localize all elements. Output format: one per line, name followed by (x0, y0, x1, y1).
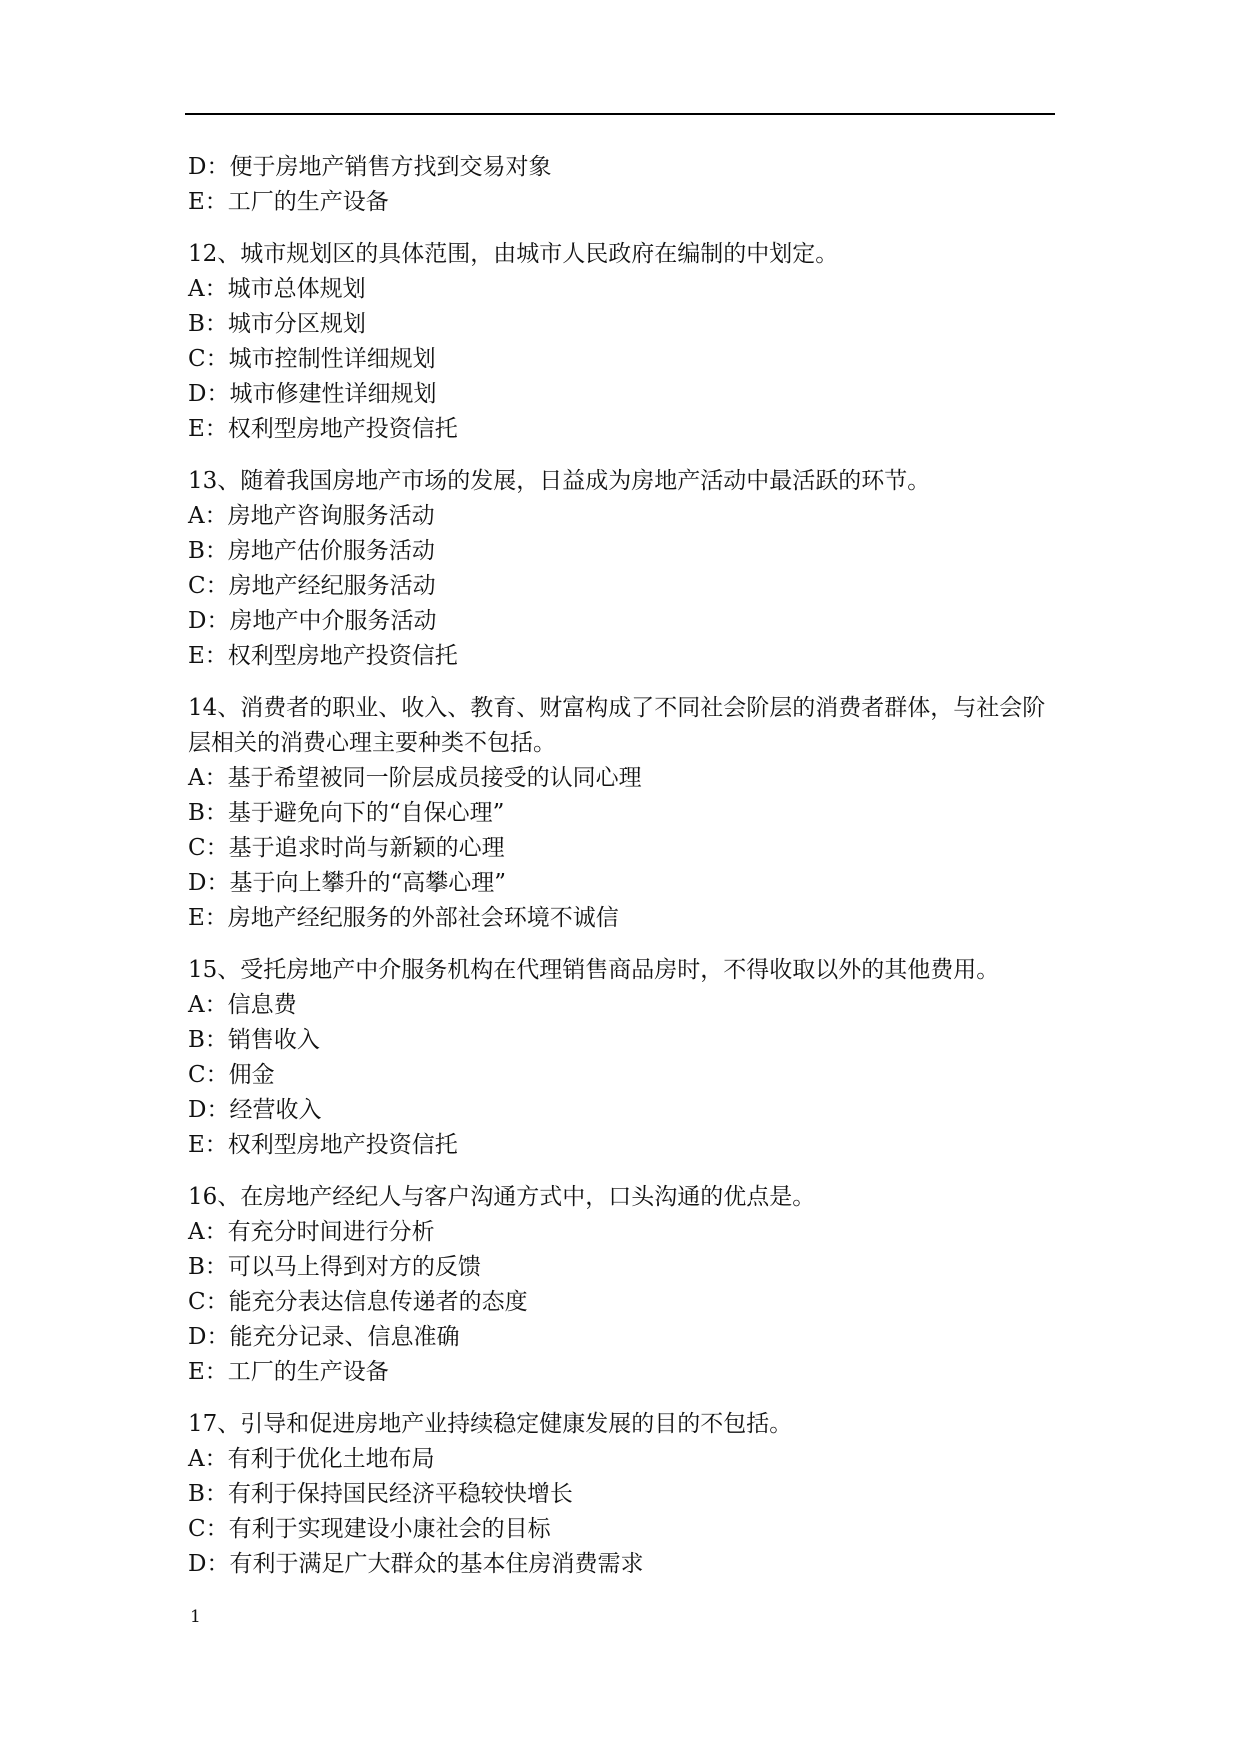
option-line: E：工厂的生产设备 (188, 1359, 389, 1385)
option-line: D：经营收入 (188, 1097, 322, 1123)
option-line: D：有利于满足广大群众的基本住房消费需求 (188, 1551, 644, 1577)
option-line: E：工厂的生产设备 (188, 189, 389, 215)
option-line: B：可以马上得到对方的反馈 (188, 1254, 481, 1280)
option-line: C：基于追求时尚与新颖的心理 (188, 835, 505, 861)
option-line: E：权利型房地产投资信托 (188, 416, 458, 442)
option-line: A：有充分时间进行分析 (188, 1219, 435, 1245)
option-line: D：能充分记录、信息准确 (188, 1324, 460, 1350)
option-line: A：城市总体规划 (188, 276, 366, 302)
question-stem: 12、城市规划区的具体范围，由城市人民政府在编制的中划定。 (188, 241, 839, 267)
question-stem: 13、随着我国房地产市场的发展，日益成为房地产活动中最活跃的环节。 (188, 468, 931, 494)
option-line: B：城市分区规划 (188, 311, 366, 337)
question-stem: 16、在房地产经纪人与客户沟通方式中，口头沟通的优点是。 (188, 1184, 816, 1210)
option-line: C：佣金 (188, 1062, 275, 1088)
option-line: C：能充分表达信息传递者的态度 (188, 1289, 528, 1315)
option-line: A：信息费 (188, 992, 297, 1018)
option-line: C：城市控制性详细规划 (188, 346, 436, 372)
page-content (188, 150, 1068, 1582)
option-line: B：基于避免向下的“自保心理” (188, 800, 505, 826)
question-14 (188, 691, 1068, 936)
question-stem: 17、引导和促进房地产业持续稳定健康发展的目的不包括。 (188, 1411, 793, 1437)
option-line: C：房地产经纪服务活动 (188, 573, 436, 599)
header-rule (185, 113, 1055, 115)
option-line: D：基于向上攀升的“高攀心理” (188, 870, 506, 896)
option-line: B：房地产估价服务活动 (188, 538, 435, 564)
option-line: D：房地产中介服务活动 (188, 608, 437, 634)
question-17 (188, 1407, 1068, 1582)
option-line: E：权利型房地产投资信托 (188, 643, 458, 669)
leading-options (188, 150, 1068, 220)
page-number: 1 (190, 1607, 201, 1627)
question-16 (188, 1180, 1068, 1390)
question-12 (188, 237, 1068, 447)
option-line: A：基于希望被同一阶层成员接受的认同心理 (188, 765, 642, 791)
option-line: A：房地产咨询服务活动 (188, 503, 435, 529)
question-stem: 14、消费者的职业、收入、教育、财富构成了不同社会阶层的消费者群体，与社会阶层相关的消费心理主要种类不包括。 (188, 695, 1046, 756)
option-line: C：有利于实现建设小康社会的目标 (188, 1516, 551, 1542)
option-line: D：城市修建性详细规划 (188, 381, 437, 407)
option-line: B：有利于保持国民经济平稳较快增长 (188, 1481, 573, 1507)
option-line: D：便于房地产销售方找到交易对象 (188, 154, 552, 180)
question-15 (188, 953, 1068, 1163)
option-line: E：房地产经纪服务的外部社会环境不诚信 (188, 905, 619, 931)
question-stem: 15、受托房地产中介服务机构在代理销售商品房时，不得收取以外的其他费用。 (188, 957, 1000, 983)
option-line: A：有利于优化土地布局 (188, 1446, 435, 1472)
option-line: B：销售收入 (188, 1027, 320, 1053)
option-line: E：权利型房地产投资信托 (188, 1132, 458, 1158)
question-13 (188, 464, 1068, 674)
